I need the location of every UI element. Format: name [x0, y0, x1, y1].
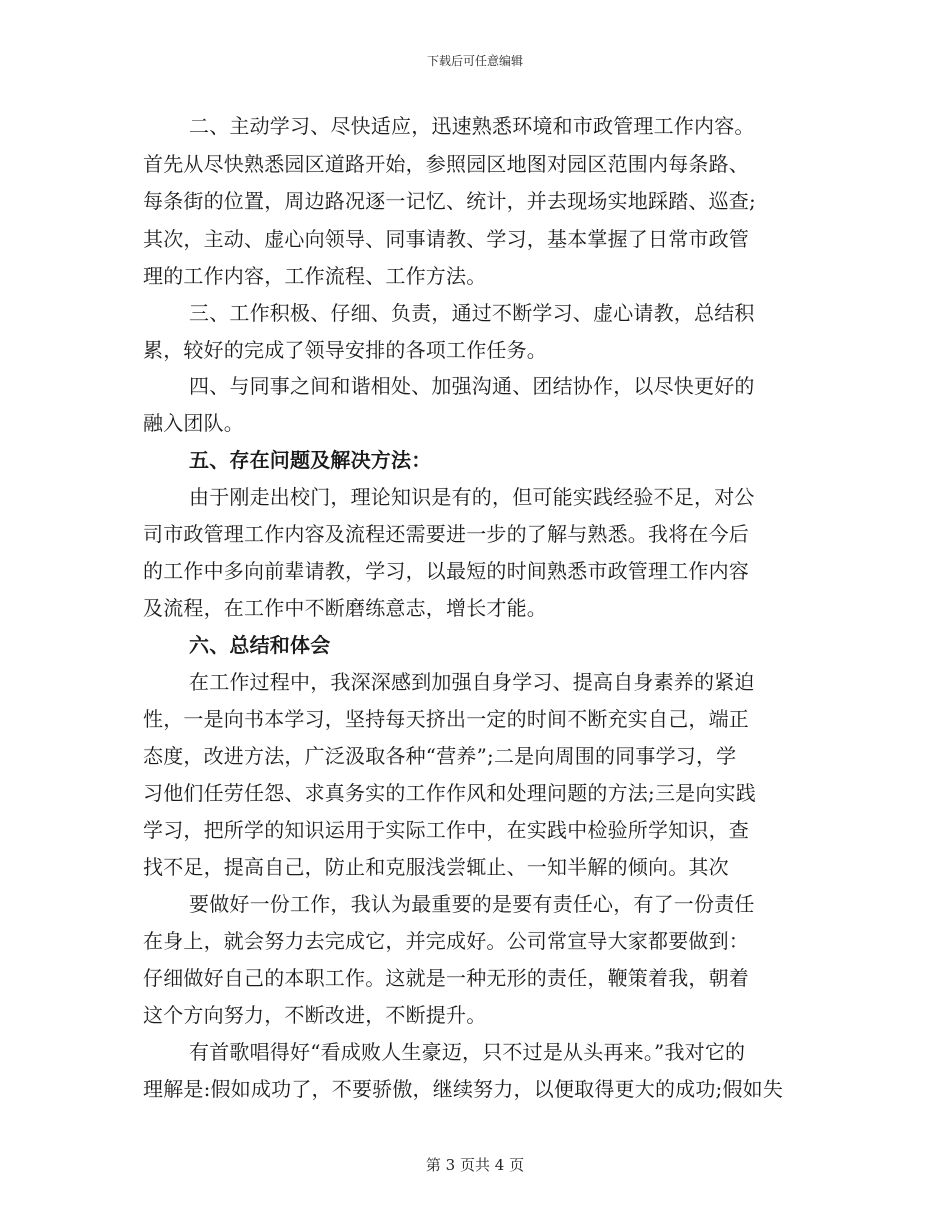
paragraph-line: 在工作过程中，我深深感到加强自身学习、提高自身素养的紧迫	[189, 670, 755, 694]
paragraph-line: 理解是:假如成功了，不要骄傲，继续努力，以便取得更大的成功;假如失	[143, 1077, 784, 1101]
paragraph-line: 理的工作内容，工作流程、工作方法。	[143, 264, 487, 288]
paragraph-line: 这个方向努力，不断改进，不断提升。	[143, 1003, 487, 1027]
paragraph-line: 性，一是向书本学习，坚持每天挤出一定的时间不断充实自己，端正	[143, 707, 749, 731]
paragraph-line: 四、与同事之间和谐相处、加强沟通、团结协作，以尽快更好的	[189, 374, 755, 398]
page-header: 下载后可任意编辑	[426, 54, 523, 68]
paragraph-line: 及流程，在工作中不断磨练意志，增长才能。	[143, 596, 547, 620]
section-heading: 五、存在问题及解决方法：	[189, 448, 432, 472]
paragraph-line: 每条街的位置，周边路况逐一记忆、统计，并去现场实地踩踏、巡查;	[143, 189, 756, 213]
paragraph-line: 累，较好的完成了领导安排的各项工作任务。	[143, 338, 547, 362]
paragraph-line: 由于刚走出校门，理论知识是有的，但可能实践经验不足，对公	[189, 485, 755, 509]
paragraph-line: 其次，主动、虚心向领导、同事请教、学习，基本掌握了日常市政管	[143, 227, 749, 251]
paragraph-line: 三、工作积极、仔细、负责，通过不断学习、虚心请教，总结积	[189, 301, 755, 325]
section-heading: 六、总结和体会	[189, 633, 331, 657]
paragraph-line: 态度，改进方法，广泛汲取各种“营养”;二是向周围的同事学习，学	[143, 744, 737, 768]
paragraph-line: 首先从尽快熟悉园区道路开始，参照园区地图对园区范围内每条路、	[143, 152, 749, 176]
paragraph-line: 找不足，提高自己，防止和克服浅尝辄止、一知半解的倾向。其次	[143, 855, 729, 879]
paragraph-line: 仔细做好自己的本职工作。这就是一种无形的责任，鞭策着我，朝着	[143, 966, 749, 990]
page-footer: 第 3 页共 4 页	[425, 1156, 525, 1174]
paragraph-line: 学习，把所学的知识运用于实际工作中，在实践中检验所学知识，查	[143, 818, 749, 842]
paragraph-line: 融入团队。	[143, 411, 244, 435]
paragraph-line: 习他们任劳任怨、求真务实的工作作风和处理问题的方法;三是向实践	[143, 781, 756, 805]
paragraph-line: 在身上，就会努力去完成它，并完成好。公司常宣导大家都要做到：	[143, 929, 749, 953]
paragraph-line: 的工作中多向前辈请教，学习，以最短的时间熟悉市政管理工作内容	[143, 559, 749, 583]
paragraph-line: 要做好一份工作，我认为最重要的是要有责任心，有了一份责任	[189, 892, 755, 916]
paragraph-line: 二、主动学习、尽快适应，迅速熟悉环境和市政管理工作内容。	[189, 114, 755, 138]
paragraph-line: 有首歌唱得好“看成败人生豪迈，只不过是从头再来。”我对它的	[189, 1040, 746, 1064]
paragraph-line: 司市政管理工作内容及流程还需要进一步的了解与熟悉。我将在今后	[143, 522, 749, 546]
